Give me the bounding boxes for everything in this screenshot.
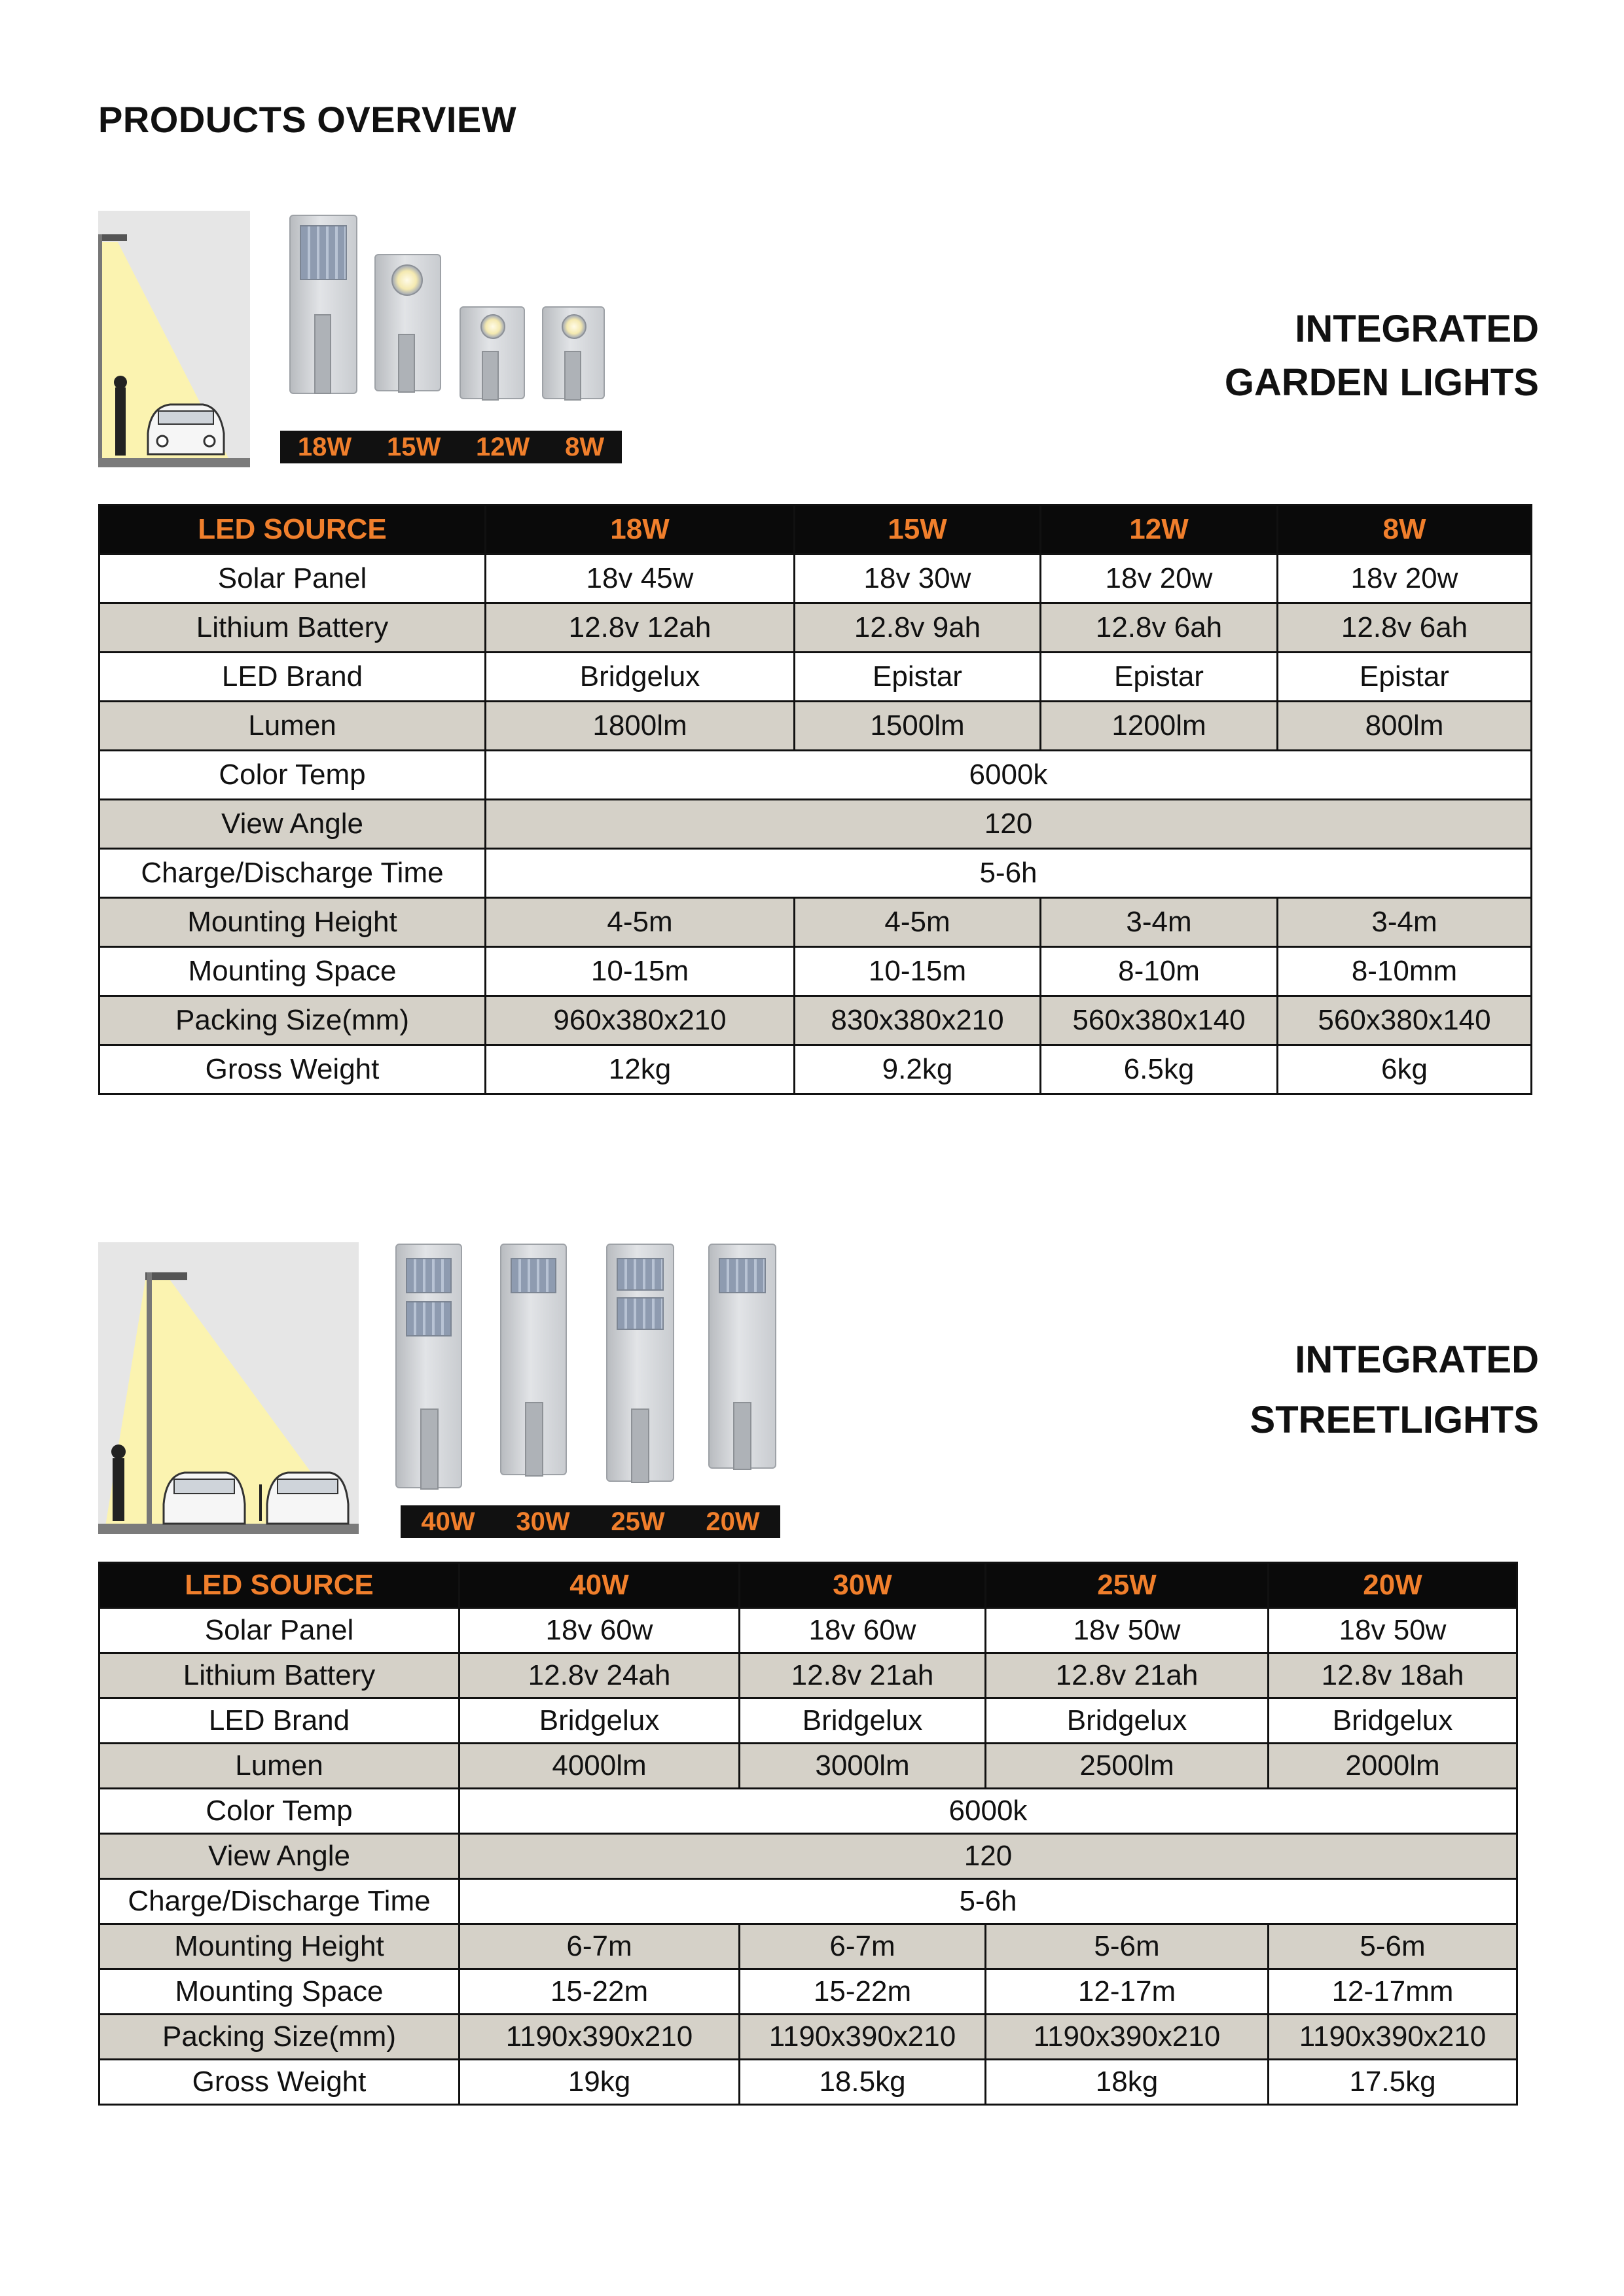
row-label: Gross Weight bbox=[99, 2060, 460, 2105]
row-label: Charge/Discharge Time bbox=[99, 1879, 460, 1924]
table-cell: Bridgelux bbox=[1269, 1698, 1517, 1744]
table-row bbox=[99, 800, 1532, 849]
table-header-row bbox=[99, 1563, 1517, 1608]
table-cell: 3000lm bbox=[740, 1744, 986, 1789]
row-label: View Angle bbox=[99, 800, 486, 849]
table-cell: 15-22m bbox=[460, 1969, 740, 2015]
row-label: Color Temp bbox=[99, 1789, 460, 1834]
row-label: LED Brand bbox=[99, 653, 486, 702]
garden-lamp-18w bbox=[289, 215, 357, 394]
header-cell: 15W bbox=[795, 505, 1041, 554]
table-cell: 830x380x210 bbox=[795, 996, 1041, 1045]
street-title-line2: STREETLIGHTS bbox=[1250, 1399, 1539, 1441]
row-label: Charge/Discharge Time bbox=[99, 849, 486, 898]
street-lamp-30w bbox=[500, 1244, 567, 1475]
row-label: LED Brand bbox=[99, 1698, 460, 1744]
table-cell: 18v 50w bbox=[1269, 1608, 1517, 1653]
table-cell: 1190x390x210 bbox=[1269, 2015, 1517, 2060]
merged-cell: 6000k bbox=[486, 751, 1532, 800]
table-cell: 1190x390x210 bbox=[986, 2015, 1269, 2060]
table-cell: 12.8v 18ah bbox=[1269, 1653, 1517, 1698]
table-cell: Epistar bbox=[1041, 653, 1278, 702]
garden-section-title bbox=[1225, 302, 1539, 410]
table-cell: 6-7m bbox=[740, 1924, 986, 1969]
row-label: Lumen bbox=[99, 1744, 460, 1789]
table-row bbox=[99, 603, 1532, 653]
street-watt-label-bar bbox=[401, 1505, 780, 1538]
table-row bbox=[99, 898, 1532, 947]
table-cell: 4-5m bbox=[486, 898, 795, 947]
table-cell: 18kg bbox=[986, 2060, 1269, 2105]
table-cell: 12.8v 12ah bbox=[486, 603, 795, 653]
table-cell: 12.8v 9ah bbox=[795, 603, 1041, 653]
garden-watt-label-bar bbox=[280, 431, 622, 463]
table-cell: 18.5kg bbox=[740, 2060, 986, 2105]
row-label: Lumen bbox=[99, 702, 486, 751]
watt-label: 15W bbox=[386, 432, 441, 461]
table-cell: 560x380x140 bbox=[1041, 996, 1278, 1045]
table-cell: 15-22m bbox=[740, 1969, 986, 2015]
table-row bbox=[99, 1698, 1517, 1744]
table-row bbox=[99, 751, 1532, 800]
table-cell: 12.8v 21ah bbox=[986, 1653, 1269, 1698]
table-row bbox=[99, 653, 1532, 702]
row-label: Lithium Battery bbox=[99, 1653, 460, 1698]
table-cell: 6-7m bbox=[460, 1924, 740, 1969]
table-cell: 12-17mm bbox=[1269, 1969, 1517, 2015]
merged-cell: 120 bbox=[460, 1834, 1517, 1879]
table-cell: 12.8v 6ah bbox=[1041, 603, 1278, 653]
header-cell: 30W bbox=[740, 1563, 986, 1608]
table-cell: 8-10m bbox=[1041, 947, 1278, 996]
light-beam-graphic bbox=[98, 1242, 359, 1534]
row-label: Solar Panel bbox=[99, 554, 486, 603]
table-cell: 18v 45w bbox=[486, 554, 795, 603]
row-label: Gross Weight bbox=[99, 1045, 486, 1094]
garden-illustration bbox=[98, 211, 622, 467]
street-illustration bbox=[98, 1242, 785, 1541]
watt-label: 20W bbox=[706, 1507, 760, 1536]
street-scene-image bbox=[98, 1242, 359, 1534]
row-label: Mounting Space bbox=[99, 1969, 460, 2015]
table-row bbox=[99, 947, 1532, 996]
table-cell: 12-17m bbox=[986, 1969, 1269, 2015]
table-cell: 10-15m bbox=[795, 947, 1041, 996]
street-title-line1: INTEGRATED bbox=[1295, 1338, 1539, 1381]
garden-lamp-12w bbox=[460, 306, 525, 399]
table-cell: 1200lm bbox=[1041, 702, 1278, 751]
garden-title-line2: GARDEN LIGHTS bbox=[1224, 361, 1539, 404]
table-cell: 1190x390x210 bbox=[460, 2015, 740, 2060]
watt-label: 40W bbox=[421, 1507, 475, 1536]
garden-lamp-15w bbox=[374, 254, 441, 391]
table-cell: 17.5kg bbox=[1269, 2060, 1517, 2105]
table-cell: 5-6m bbox=[986, 1924, 1269, 1969]
merged-cell: 6000k bbox=[460, 1789, 1517, 1834]
garden-title-line1: INTEGRATED bbox=[1295, 308, 1539, 350]
table-cell: Bridgelux bbox=[740, 1698, 986, 1744]
garden-spec-table bbox=[98, 504, 1532, 1095]
table-cell: 960x380x210 bbox=[486, 996, 795, 1045]
table-cell: Epistar bbox=[1278, 653, 1532, 702]
row-label: View Angle bbox=[99, 1834, 460, 1879]
table-cell: 18v 20w bbox=[1041, 554, 1278, 603]
row-label: Lithium Battery bbox=[99, 603, 486, 653]
merged-cell: 5-6h bbox=[460, 1879, 1517, 1924]
table-cell: 19kg bbox=[460, 2060, 740, 2105]
table-cell: Bridgelux bbox=[460, 1698, 740, 1744]
header-cell: 20W bbox=[1269, 1563, 1517, 1608]
light-beam-graphic bbox=[98, 211, 250, 467]
table-row bbox=[99, 2015, 1517, 2060]
table-cell: 3-4m bbox=[1041, 898, 1278, 947]
header-cell: 12W bbox=[1041, 505, 1278, 554]
table-cell: 18v 60w bbox=[740, 1608, 986, 1653]
row-label: Packing Size(mm) bbox=[99, 2015, 460, 2060]
table-cell: Bridgelux bbox=[486, 653, 795, 702]
table-cell: 4000lm bbox=[460, 1744, 740, 1789]
header-cell: LED SOURCE bbox=[99, 1563, 460, 1608]
row-label: Mounting Height bbox=[99, 898, 486, 947]
street-lamp-20w bbox=[708, 1244, 776, 1469]
table-row bbox=[99, 1969, 1517, 2015]
header-cell: 25W bbox=[986, 1563, 1269, 1608]
row-label: Color Temp bbox=[99, 751, 486, 800]
row-label: Solar Panel bbox=[99, 1608, 460, 1653]
street-spec-table bbox=[98, 1562, 1518, 2106]
row-label: Mounting Space bbox=[99, 947, 486, 996]
header-cell: LED SOURCE bbox=[99, 505, 486, 554]
table-row bbox=[99, 1608, 1517, 1653]
table-row bbox=[99, 2060, 1517, 2105]
table-cell: 800lm bbox=[1278, 702, 1532, 751]
table-row bbox=[99, 1834, 1517, 1879]
table-cell: 18v 30w bbox=[795, 554, 1041, 603]
table-cell: 12kg bbox=[486, 1045, 795, 1094]
table-row bbox=[99, 1924, 1517, 1969]
garden-scene-image bbox=[98, 211, 250, 467]
row-label: Packing Size(mm) bbox=[99, 996, 486, 1045]
table-cell: 560x380x140 bbox=[1278, 996, 1532, 1045]
table-row bbox=[99, 702, 1532, 751]
table-cell: Bridgelux bbox=[986, 1698, 1269, 1744]
street-lamp-40w bbox=[395, 1244, 462, 1488]
table-row bbox=[99, 1045, 1532, 1094]
table-row bbox=[99, 1653, 1517, 1698]
watt-label: 18W bbox=[297, 432, 352, 461]
table-row bbox=[99, 996, 1532, 1045]
street-lamp-25w bbox=[606, 1244, 674, 1482]
table-cell: 8-10mm bbox=[1278, 947, 1532, 996]
table-cell: 18v 50w bbox=[986, 1608, 1269, 1653]
table-cell: 2500lm bbox=[986, 1744, 1269, 1789]
table-cell: 18v 60w bbox=[460, 1608, 740, 1653]
table-cell: 5-6m bbox=[1269, 1924, 1517, 1969]
row-label: Mounting Height bbox=[99, 1924, 460, 1969]
table-row bbox=[99, 554, 1532, 603]
header-cell: 40W bbox=[460, 1563, 740, 1608]
merged-cell: 120 bbox=[486, 800, 1532, 849]
watt-label: 25W bbox=[611, 1507, 665, 1536]
table-cell: 6.5kg bbox=[1041, 1045, 1278, 1094]
table-row bbox=[99, 1789, 1517, 1834]
table-cell: 6kg bbox=[1278, 1045, 1532, 1094]
table-cell: 4-5m bbox=[795, 898, 1041, 947]
table-cell: 3-4m bbox=[1278, 898, 1532, 947]
table-cell: 1500lm bbox=[795, 702, 1041, 751]
header-cell: 8W bbox=[1278, 505, 1532, 554]
garden-lamp-8w bbox=[542, 306, 605, 399]
table-cell: 12.8v 6ah bbox=[1278, 603, 1532, 653]
table-row bbox=[99, 1879, 1517, 1924]
table-cell: 1190x390x210 bbox=[740, 2015, 986, 2060]
page-title: PRODUCTS OVERVIEW bbox=[98, 99, 517, 140]
merged-cell: 5-6h bbox=[486, 849, 1532, 898]
table-row bbox=[99, 849, 1532, 898]
table-cell: 18v 20w bbox=[1278, 554, 1532, 603]
watt-label: 8W bbox=[565, 432, 605, 461]
table-cell: 9.2kg bbox=[795, 1045, 1041, 1094]
table-cell: 12.8v 21ah bbox=[740, 1653, 986, 1698]
table-row bbox=[99, 1744, 1517, 1789]
watt-label: 30W bbox=[516, 1507, 570, 1536]
table-cell: 1800lm bbox=[486, 702, 795, 751]
watt-label: 12W bbox=[476, 432, 530, 461]
table-cell: 2000lm bbox=[1269, 1744, 1517, 1789]
header-cell: 18W bbox=[486, 505, 795, 554]
table-cell: 12.8v 24ah bbox=[460, 1653, 740, 1698]
table-header-row bbox=[99, 505, 1532, 554]
table-cell: 10-15m bbox=[486, 947, 795, 996]
table-cell: Epistar bbox=[795, 653, 1041, 702]
street-section-title bbox=[1250, 1330, 1539, 1450]
